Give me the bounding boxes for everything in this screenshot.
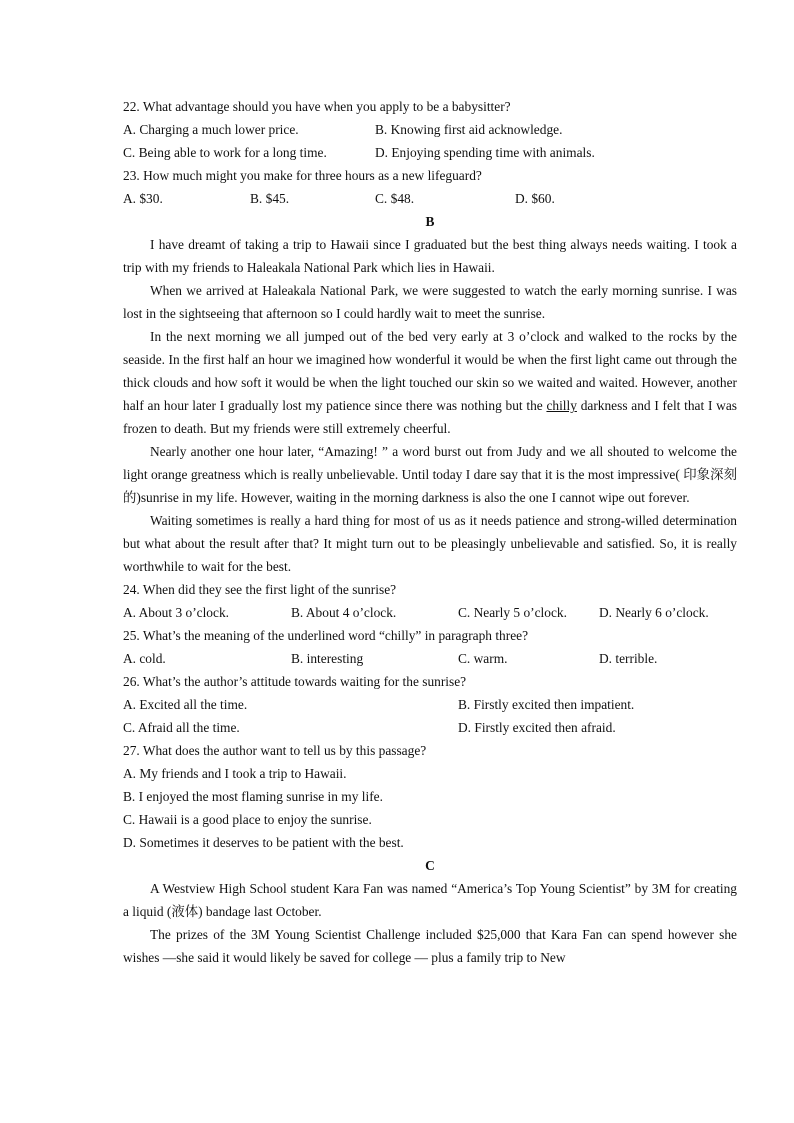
q24-option-c: C. Nearly 5 o’clock. — [458, 605, 567, 620]
q26-options-row-1 — [123, 693, 737, 716]
q25-options-row — [123, 647, 737, 670]
q24-option-d: D. Nearly 6 o’clock. — [599, 605, 709, 620]
section-b-paragraph-1: I have dreamt of taking a trip to Hawaii since I graduated but the best thing always needs waiting. I took a trip with my friends to Haleakala National Park which lies in Hawaii. — [123, 237, 737, 275]
q24-option-a: A. About 3 o’clock. — [123, 605, 229, 620]
q23-option-d: D. $60. — [515, 191, 555, 206]
q25-option-b: B. interesting — [291, 651, 364, 666]
section-c-paragraph-1: A Westview High School student Kara Fan was named “America’s Top Young Scientist” by 3M for creating a liquid (液体) bandage last October. — [123, 881, 737, 919]
section-b-paragraph-2: When we arrived at Haleakala National Park, we were suggested to watch the early morning sunrise. I was lost in the sightseeing that afternoon so I could hardly wait to meet the sunrise. — [123, 283, 737, 321]
q27-option-d: D. Sometimes it deserves to be patient with the best. — [123, 835, 404, 850]
q22-options-row-1 — [123, 118, 737, 141]
q26-option-a: A. Excited all the time. — [123, 697, 248, 712]
q22-option-b: B. Knowing first aid acknowledge. — [375, 122, 563, 137]
question-25: 25. What’s the meaning of the underlined word “chilly” in paragraph three? — [123, 628, 529, 643]
q26-option-d: D. Firstly excited then afraid. — [458, 720, 616, 735]
paragraph-3-text-after: darkness and I felt that I was frozen to death. But my friends were still extremely cheerful. — [123, 398, 737, 436]
question-22: 22. What advantage should you have when you apply to be a babysitter? — [123, 99, 511, 114]
q26-option-c: C. Afraid all the time. — [123, 720, 240, 735]
question-26: 26. What’s the author’s attitude towards waiting for the sunrise? — [123, 674, 467, 689]
q26-options-row-2 — [123, 716, 737, 739]
q25-option-c: C. warm. — [458, 651, 508, 666]
section-b-paragraph-3 — [123, 325, 737, 440]
section-c-paragraph-2: The prizes of the 3M Young Scientist Challenge included $25,000 that Kara Fan can spend however she wishes —she said it would likely be saved for college — plus a family trip to New — [123, 927, 737, 965]
q24-options-row — [123, 601, 737, 624]
page-content — [123, 95, 737, 969]
q27-option-c: C. Hawaii is a good place to enjoy the sunrise. — [123, 812, 372, 827]
q27-option-b: B. I enjoyed the most flaming sunrise in my life. — [123, 789, 383, 804]
q23-options-row — [123, 187, 737, 210]
section-b-paragraph-4: Nearly another one hour later, “Amazing! ” a word burst out from Judy and we all shouted to welcome the light orange greatness which is really unbelievable. Until today I dare say that it is the most impressive( 印象深刻的)sunrise in my life. However, waiting in the morning darkness is also the one I cannot wipe out forever. — [123, 444, 737, 505]
q23-option-b: B. $45. — [250, 191, 290, 206]
q25-option-d: D. terrible. — [599, 651, 658, 666]
section-c-heading: C — [425, 858, 435, 873]
q23-option-c: C. $48. — [375, 191, 415, 206]
underlined-word-chilly: chilly — [546, 398, 577, 413]
section-b-paragraph-5: Waiting sometimes is really a hard thing for most of us as it needs patience and strong-willed determination but what about the result after that? It might turn out to be pleasingly unbelievable and satisfied. So, it is really worthwhile to wait for the best. — [123, 513, 737, 574]
q22-option-d: D. Enjoying spending time with animals. — [375, 145, 595, 160]
paragraph-3-text-before: In the next morning we all jumped out of the bed very early at 3 o’clock and walked to the rocks by the seaside. In the first half an hour we imagined how wonderful it would be when the first light came out through the thick clouds and how soft it would be when the light touched our skin so we waited and waited. However, another half an hour later I gradually lost my patience since there was nothing but the — [123, 329, 737, 413]
section-b-heading: B — [425, 214, 435, 229]
question-24: 24. When did they see the first light of the sunrise? — [123, 582, 397, 597]
q24-option-b: B. About 4 o’clock. — [291, 605, 397, 620]
q22-options-row-2 — [123, 141, 737, 164]
q26-option-b: B. Firstly excited then impatient. — [458, 697, 635, 712]
q22-option-c: C. Being able to work for a long time. — [123, 145, 327, 160]
question-23: 23. How much might you make for three hours as a new lifeguard? — [123, 168, 482, 183]
question-27: 27. What does the author want to tell us by this passage? — [123, 743, 427, 758]
q25-option-a: A. cold. — [123, 651, 166, 666]
q23-option-a: A. $30. — [123, 191, 163, 206]
q22-option-a: A. Charging a much lower price. — [123, 122, 299, 137]
q27-option-a: A. My friends and I took a trip to Hawaii. — [123, 766, 347, 781]
